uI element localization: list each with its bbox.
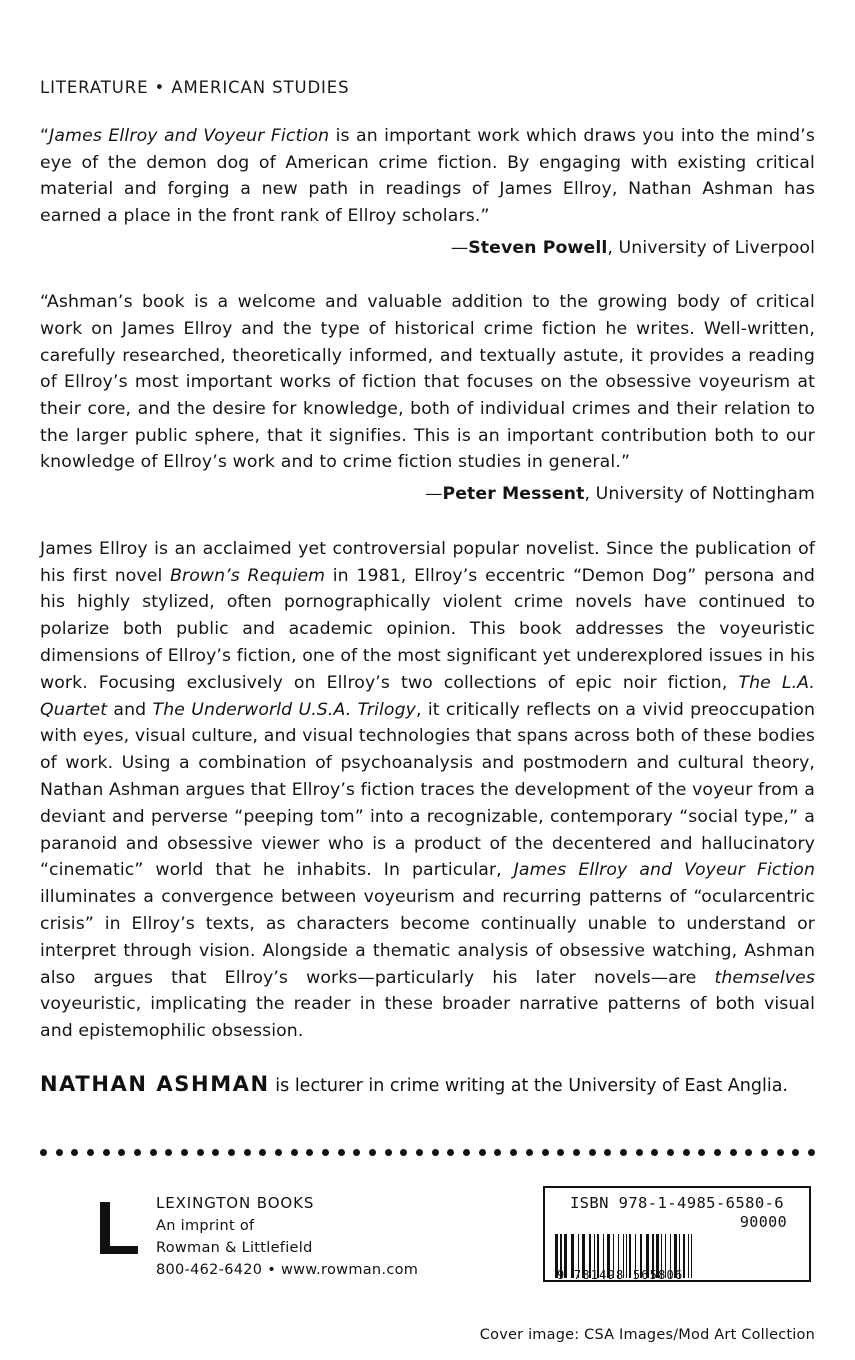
blurb-1-attribution: —Steven Powell, University of Liverpool: [450, 237, 815, 258]
isbn-price-code: 90000: [739, 1213, 787, 1231]
publisher-block: [96, 1192, 418, 1281]
publisher-parent: Rowman & Littlefield: [156, 1239, 313, 1256]
category-line: LITERATURE • AMERICAN STUDIES: [40, 78, 350, 97]
publisher-imprint-line: An imprint of: [156, 1217, 255, 1234]
dotted-divider: [40, 1148, 815, 1156]
barcode-digits: 9 781498 565806: [557, 1268, 684, 1282]
blurb-2-attribution: —Peter Messent, University of Nottingham: [425, 483, 815, 504]
isbn-label: ISBN 978-1-4985-6580-6: [569, 1194, 785, 1212]
author-name: NATHAN ASHMAN: [40, 1071, 270, 1096]
author-bio-text: is lecturer in crime writing at the University of East Anglia.: [269, 1075, 788, 1096]
cover-image-credit: Cover image: CSA Images/Mod Art Collection: [479, 1327, 815, 1343]
book-description: James Ellroy is an acclaimed yet controversial popular novelist. Since the publication of his first novel Brown’s Requiem in 1981, Ellroy’s eccentric “Demon Dog” persona and his highly stylized, often pornographically violent crime novels have continued to polarize both public and academic opinion. This book addresses the voyeuristic dimensions of Ellroy’s fiction, one of the most significant yet underexplored issues in his work. Focusing exclusively on Ellroy’s two collections of epic noir fiction, The L.A. Quartet and The Underworld U.S.A. Trilogy, it critically reflects on a vivid preoccupation with eyes, visual culture, and visual technologies that spans across both of these bodies of work. Using a combination of psychoanalysis and postmodern and cultural theory, Nathan Ashman argues that Ellroy’s fiction traces the development of the voyeur from a deviant and perverse “peeping tom” into a recognizable, contemporary “social type,” a paranoid and obsessive viewer who is a product of the decentered and hallucinatory “cinematic” world that he inhabits. In particular, James Ellroy and Voyeur Fiction illuminates a convergence between voyeurism and recurring patterns of “ocularcentric crisis” in Ellroy’s texts, as characters become continually unable to understand or interpret through vision. Alongside a thematic analysis of obsessive watching, Ashman also argues that Ellroy’s works—particularly his later novels—are themselves voyeuristic, implicating the reader in these broader narrative patterns of both visual and epistemophilic obsession.: [40, 538, 816, 1042]
publisher-name: LEXINGTON BOOKS: [156, 1194, 315, 1212]
footer: [40, 1186, 815, 1316]
spacer: [40, 261, 815, 289]
blurb-2-text: “Ashman’s book is a welcome and valuable addition to the growing body of critical work on James Ellroy and the type of historical crime fiction he writes. Well-written, carefully researched, theoretically informed, and textually astute, it provides a reading of Ellroy’s most important works of fiction that focuses on the obsessive voyeurism at their core, and the desire for knowledge, both of individual crimes and their relation to the larger public sphere, that it signifies. This is an important contribution both to our knowledge of Ellroy’s work and to crime fiction studies in general.”: [40, 292, 815, 473]
author-bio: [40, 1069, 815, 1101]
lexington-logo-icon: [96, 1198, 142, 1260]
isbn-barcode-block: [543, 1186, 811, 1282]
spacer: [40, 508, 815, 536]
publisher-text: [156, 1192, 418, 1281]
publisher-contact: 800-462-6420 • www.rowman.com: [156, 1261, 419, 1278]
blurb-1-text: “James Ellroy and Voyeur Fiction is an important work which draws you into the mind’s eye of the demon dog of American crime fiction. By engaging with existing critical material and forging a new path in readings of James Ellroy, Nathan Ashman has earned a place in the front rank of Ellroy scholars.”: [40, 126, 815, 226]
